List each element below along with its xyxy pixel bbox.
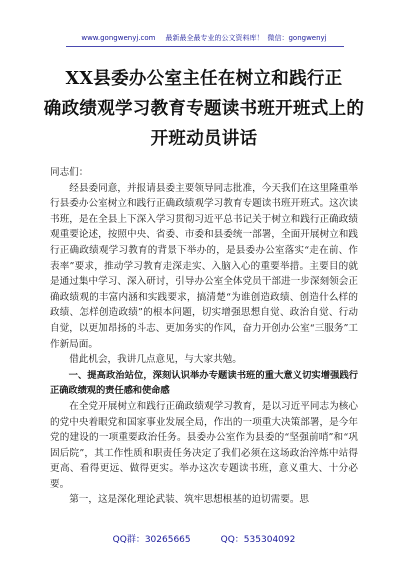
title-line-3: 开班动员讲话: [150, 129, 258, 149]
body-paragraph: 经县委同意，并报请县委主要领导同志批准，今天我们在这里隆重举行县委办公室树立和践行正确政绩观学习教育专题读书班开班式。这次读书班，是在全县上下深入学习贯彻习近平总书记关于树立和践行正确政绩观重要论述，按照中央、省委、市委和县委统一部署，全面开展树立和践行正确政绩观学习教育的背景下举办的，是县委办公室落实“走在前、作表率”要求，推动学习教育走深走实、入脑入心的重要举措。主要目的就是通过集中学习、深入研讨，引导办公室全体党员干部进一步深刻领会正确政绩观的丰富内涵和实践要求，搞清楚“为谁创造政绩、创造什么样的政绩、怎样创造政绩”的根本问题，切实增强思想自觉、政治自觉、行动自觉，以更加昂扬的斗志、更加务实的作风，奋力开创办公室“三服务”工作新局面。: [50, 182, 358, 350]
header-divider: [66, 46, 344, 47]
page-header: [0, 34, 408, 43]
footer-qq-group: QQ群：30265665: [112, 535, 191, 545]
document-body: [50, 165, 358, 508]
body-paragraph: 在全党开展树立和践行正确政绩观学习教育，是以习近平同志为核心的党中央着眼党和国家事业发展全局，作出的一项重大决策部署，是今年党的建设的一项重要政治任务。县委办公室作为县委的“坚强前哨”和“巩固后院”，其工作性质和职责任务决定了我们必须在这场政治淬炼中站得更高、看得更远、做得更实。举办这次专题读书班，意义重大、十分必要。: [50, 400, 358, 490]
body-paragraph: 借此机会，我讲几点意见，与大家共勉。: [69, 354, 242, 366]
salutation: 同志们：: [50, 167, 89, 178]
document-title: [0, 64, 408, 154]
section-heading: 一、提高政治站位，深刻认识举办专题读书班的重大意义切实增强践行正确政绩观的责任感和使命感: [50, 369, 358, 397]
title-line-2: 确政绩观学习教育专题读书班开班式上的: [43, 99, 365, 119]
page-footer: [0, 534, 408, 546]
title-line-1: XX县委办公室主任在树立和践行正: [65, 69, 343, 89]
body-paragraph: 第一，这是深化理论武装、筑牢思想根基的迫切需要。思: [69, 494, 310, 506]
header-wechat: 微信：gongwenyj: [267, 34, 327, 42]
footer-qq: QQ：535304092: [220, 535, 296, 545]
header-slogan: 最新最全最专业的公文资料库！: [165, 34, 264, 42]
header-site-link[interactable]: www.gongwenyj.com: [81, 34, 156, 42]
